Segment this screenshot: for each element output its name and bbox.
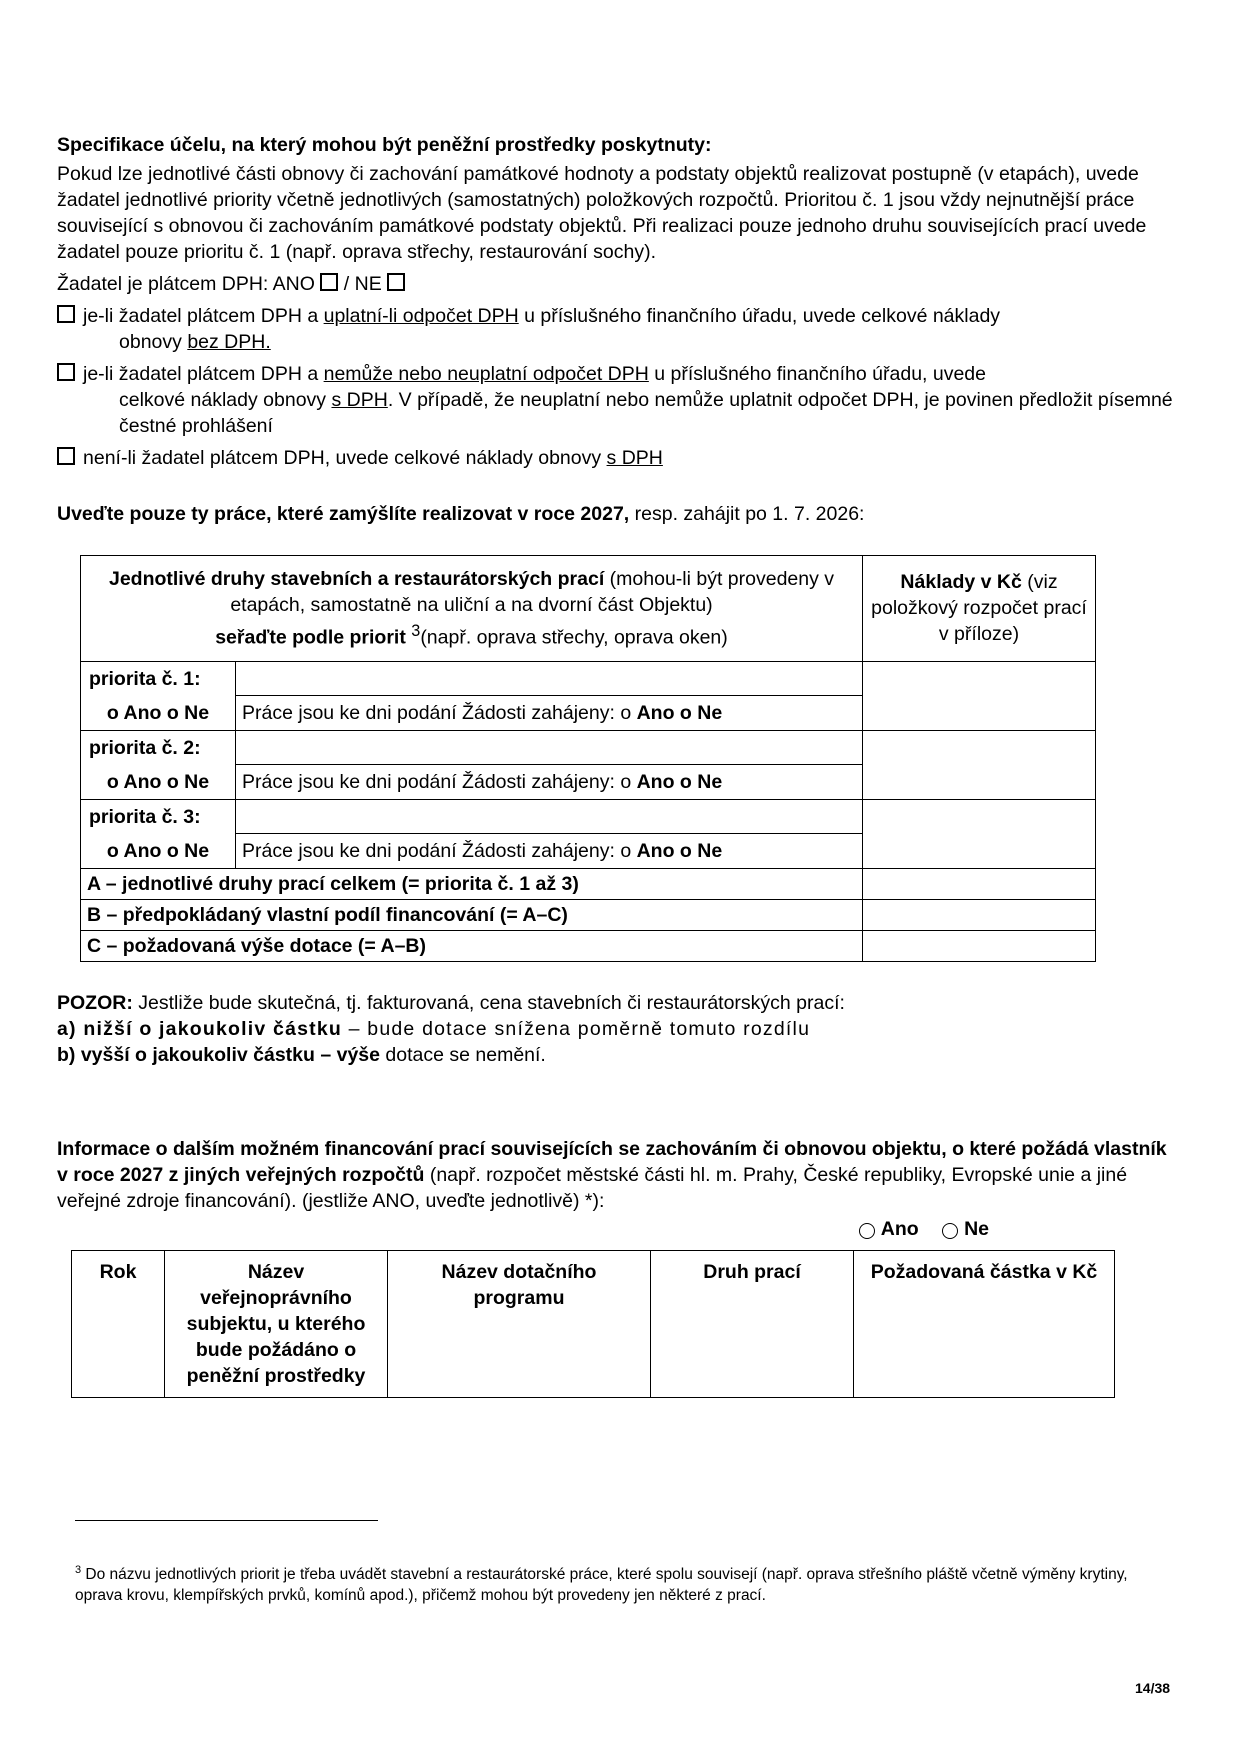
vat-option-2: je-li žadatel plátcem DPH a nemůže nebo neuplatní odpočet DPH u příslušného finančního úřadu, uvede celkové náklady obnovy s DPH. V případě, že neuplatní nebo nemůže uplatnit odpočet DPH, je povinen předložit písemné čestné prohlášení (57, 361, 1177, 439)
document-page (57, 132, 1177, 1398)
priority-1-started[interactable]: Práce jsou ke dni podání Žádosti zahájeny: o Ano o Ne (236, 696, 863, 731)
sum-c-value[interactable] (863, 930, 1096, 961)
priority-1-description[interactable] (236, 661, 863, 696)
priority-1-label: priorita č. 1: o Ano o Ne (81, 661, 236, 730)
priority-3-started[interactable]: Práce jsou ke dni podání Žádosti zahájeny: o Ano o Ne (236, 834, 863, 869)
col-subjekt: Název veřejnoprávního subjektu, u kterého bude požádáno o peněžní prostředky (165, 1250, 388, 1397)
checkbox-ano[interactable] (320, 273, 338, 291)
radio-ano[interactable] (859, 1223, 875, 1239)
col-program: Název dotačního programu (388, 1250, 651, 1397)
priority-2-yesno[interactable]: o Ano o Ne (106, 770, 210, 793)
works-table-header-left: Jednotlivé druhy stavebních a restaurátorských prací (mohou-li být provedeny v etapách, samostatně na uliční a na dvorní část Objektu) seřaďte podle priorit $^3$(např. oprava střechy, oprava oken) (81, 556, 863, 662)
radio-ne[interactable] (942, 1223, 958, 1239)
col-rok: Rok (72, 1250, 165, 1397)
col-druh-praci: Druh prací (651, 1250, 854, 1397)
sum-c-label: C – požadovaná výše dotace (= A–B) (81, 930, 863, 961)
page-number: 14/38 (1135, 1680, 1171, 1696)
priority-2-started[interactable]: Práce jsou ke dni podání Žádosti zahájeny: o Ano o Ne (236, 765, 863, 800)
other-funding-radios: Ano Ne (57, 1216, 989, 1242)
checkbox-option-2[interactable] (57, 363, 75, 381)
priority-3-description[interactable] (236, 799, 863, 834)
priority-2-cost[interactable] (863, 730, 1096, 799)
works-table-header-right: Náklady v Kč (viz položkový rozpočet prací v příloze) (863, 556, 1096, 662)
checkbox-option-3[interactable] (57, 447, 75, 465)
other-funding-table (71, 1250, 1115, 1398)
priority-3-label: priorita č. 3: o Ano o Ne (81, 799, 236, 868)
checkbox-ne[interactable] (387, 273, 405, 291)
sum-a-value[interactable] (863, 868, 1096, 899)
works-table (80, 555, 1096, 962)
sum-b-label: B – předpokládaný vlastní podíl financování (= A–C) (81, 899, 863, 930)
spec-paragraph: Pokud lze jednotlivé části obnovy či zachování památkové hodnoty a podstaty objektů realizovat postupně (v etapách), uvede žadatel jednotlivé priority včetně jednotlivých (samostatných) položkových rozpočtů. Prioritou č. 1 jsou vždy nejnutnější práce související s obnovou či zachováním památkové podstaty objektů. Při realizaci pouze jednoho druhu souvisejících prací uvede žadatel pouze prioritu č. 1 (např. oprava střechy, restaurování sochy). (57, 163, 1147, 263)
priority-2-description[interactable] (236, 730, 863, 765)
other-funding-info: Informace o dalším možném financování prací souvisejících se zachováním či obnovou objektu, o které požádá vlastník v roce 2027 z jiných veřejných rozpočtů (např. rozpočet městské části hl. m. Prahy, České republiky, Evropské unie a jiné veřejné zdroje financování). (jestliže ANO, uveďte jednotlivě) *): (57, 1137, 1167, 1212)
vat-payer-line: Žadatel je plátcem DPH: ANO / NE (57, 271, 1177, 297)
priority-3-yesno[interactable]: o Ano o Ne (106, 839, 210, 862)
spec-title: Specifikace účelu, na který mohou být peněžní prostředky poskytnuty: (57, 134, 712, 156)
footnote-separator (75, 1520, 378, 1521)
priority-3-cost[interactable] (863, 799, 1096, 868)
warning-block: POZOR: Jestliže bude skutečná, tj. fakturovaná, cena stavebních či restaurátorských prací: a) nižší o jakoukoliv částku – bude dotace snížena poměrně tomuto rozdílu b) vyšší o jakoukoliv částku – výše dotace se nemění. (57, 991, 845, 1066)
sum-a-label: A – jednotlivé druhy prací celkem (= priorita č. 1 až 3) (81, 868, 863, 899)
works-heading: Uveďte pouze ty práce, které zamýšlíte realizovat v roce 2027, resp. zahájit po 1. 7. 2026: (57, 503, 865, 525)
footnote: $^3$ Do názvu jednotlivých priorit je třeba uvádět stavební a restaurátorské práce, které spolu souvisejí (např. oprava střešního pláště včetně výměny krytiny, oprava krovu, klempířských prvků, komínů apod.), přičemž mohou být provedeny jen některé z prací. (75, 1564, 1128, 1605)
priority-1-cost[interactable] (863, 661, 1096, 730)
sum-b-value[interactable] (863, 899, 1096, 930)
checkbox-option-1[interactable] (57, 305, 75, 323)
priority-2-label: priorita č. 2: o Ano o Ne (81, 730, 236, 799)
vat-option-1: je-li žadatel plátcem DPH a uplatní-li odpočet DPH u příslušného finančního úřadu, uvede celkové náklady obnovy bez DPH. (57, 303, 1177, 355)
col-castka: Požadovaná částka v Kč (854, 1250, 1115, 1397)
priority-1-yesno[interactable]: o Ano o Ne (106, 701, 210, 724)
vat-option-3: není-li žadatel plátcem DPH, uvede celkové náklady obnovy s DPH (57, 445, 1177, 471)
